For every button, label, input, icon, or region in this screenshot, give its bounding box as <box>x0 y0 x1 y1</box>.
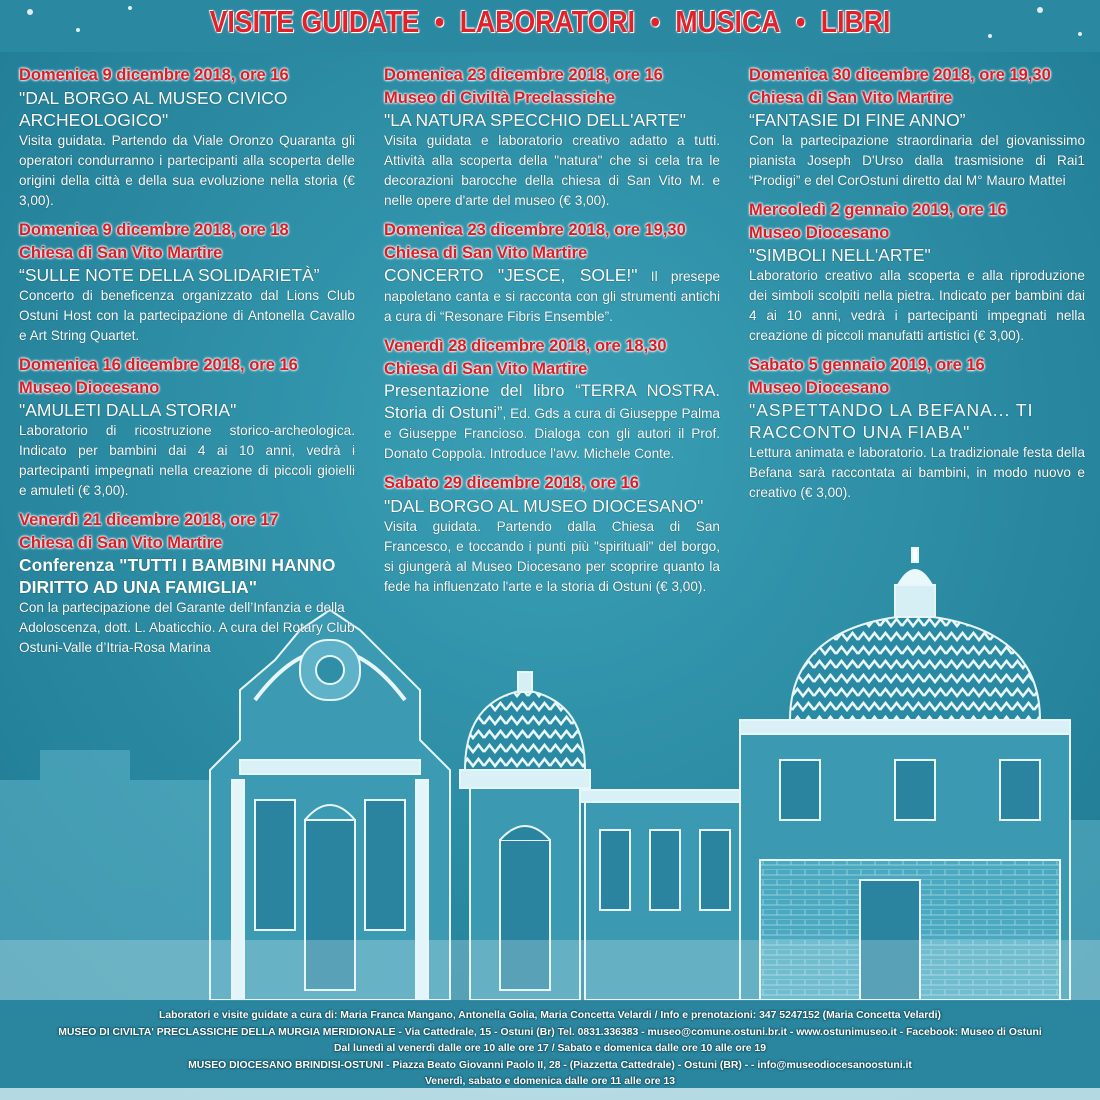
event-description: Laboratorio creativo alla scoperta e alla riproduzione dei simboli scolpiti nella pietra. Indicato per bambini dai 4 ai 10 anni, vedrà i partecipanti impegnati nella creazione di piccoli manufatti artistici (€ 3,00). <box>749 268 1085 343</box>
event-venue: Chiesa di San Vito Martire <box>384 244 588 262</box>
event-title: “FANTASIE DI FINE ANNO” <box>749 110 966 130</box>
events-column-1 <box>19 64 355 666</box>
event-item <box>384 219 720 327</box>
banner-categories <box>77 4 1023 40</box>
event-title <box>19 554 355 598</box>
event-date: Sabato 29 dicembre 2018, ore 16 <box>384 474 639 492</box>
event-item <box>384 335 720 464</box>
event-date: Domenica 30 dicembre 2018, ore 19,30 <box>749 66 1051 84</box>
event-date: Domenica 9 dicembre 2018, ore 16 <box>19 66 289 84</box>
event-item <box>19 354 355 501</box>
footer-hours-diocesano: Venerdì, sabato e domenica dalle ore 11 alle ore 13 <box>424 1076 676 1087</box>
event-venue: Chiesa di San Vito Martire <box>19 534 223 552</box>
event-title-inline: CONCERTO "JESCE, SOLE!" <box>384 265 638 285</box>
event-date: Domenica 9 dicembre 2018, ore 18 <box>19 221 289 239</box>
event-description: Lettura animata e laboratorio. La tradizionale festa della Befana sarà raccontata ai bambini, in modo nuovo e creativo (€ 3,00). <box>749 445 1085 500</box>
event-description: Visita guidata e laboratorio creativo adatto a tutti. Attività alla scoperta della "natura" che si cela tra le decorazioni barocche della chiesa di San Vito M. e nelle opere d'arte del museo (€ 3,00). <box>384 133 720 208</box>
banner-item-visite: VISITE GUIDATE <box>209 4 420 39</box>
footer-museum-diocesano: MUSEO DIOCESANO BRINDISI-OSTUNI - Piazza Beato Giovanni Paolo II, 28 - (Piazzetta Cattedrale) - Ostuni (BR) - - info@museodiocesanoostuni.it <box>188 1059 912 1071</box>
event-venue: Museo Diocesano <box>749 224 890 242</box>
banner-separator: • <box>434 4 445 39</box>
event-title-bold: Conferenza "TUTTI I BAMBINI HANNO DIRITTO AD UNA FAMIGLIA" <box>19 555 336 597</box>
event-item <box>749 199 1085 346</box>
event-description: Con la partecipazione straordinaria del giovanissimo pianista Joseph D'Urso dalla trasmisione di Rai1 “Prodigi” e del CorOstuni diretto dal M° Mauro Mattei <box>749 133 1085 188</box>
event-item <box>384 472 720 597</box>
event-description: Concerto di beneficenza organizzato dal Lions Club Ostuni Host con la partecipazione di Antonella Cavallo e Art String Quartet. <box>19 288 355 343</box>
banner-separator: • <box>795 4 806 39</box>
event-date: Venerdì 21 dicembre 2018, ore 17 <box>19 511 279 529</box>
event-venue: Museo Diocesano <box>749 379 890 397</box>
footer-info <box>0 1008 1100 1091</box>
event-date: Mercoledì 2 gennaio 2019, ore 16 <box>749 201 1007 219</box>
event-title: “SULLE NOTE DELLA SOLIDARIETÀ” <box>19 265 320 285</box>
header-banner <box>0 0 1100 50</box>
event-item <box>19 64 355 211</box>
event-description-text: , Ed. Gds a cura di Giuseppe Palma e Giuseppe Francioso. Dialoga con gli autori il Prof. Donato Coppola. Introduce l'avv. Michele Conte. <box>384 406 720 461</box>
event-description-text: Il presepe napoletano canta e si racconta con gli strumenti antichi a cura di “Resonare Fibris Ensemble”. <box>384 269 721 324</box>
event-title: "DAL BORGO AL MUSEO CIVICO ARCHEOLOGICO" <box>19 88 288 130</box>
event-item <box>749 354 1085 503</box>
event-title: "AMULETI DALLA STORIA" <box>19 400 237 420</box>
event-venue: Museo di Civiltà Preclassiche <box>384 89 616 107</box>
event-title: "ASPETTANDO LA BEFANA... TI RACCONTO UNA FIABA" <box>749 400 1034 442</box>
event-item <box>19 509 355 658</box>
event-date: Domenica 23 dicembre 2018, ore 16 <box>384 66 663 84</box>
event-title-bold: Presentazione del libro “TERRA NOSTRA. Storia di Ostuni” <box>384 382 720 422</box>
footer-museum-civilta: MUSEO DI CIVILTA' PRECLASSICHE DELLA MURGIA MERIDIONALE - Via Cattedrale, 15 - Ostuni (Br) Tel. 0831.336383 - museo@comune.ostuni.br.it - www.ostunimuseo.it - Facebook: Museo di Ostuni <box>58 1026 1042 1038</box>
banner-item-libri: LIBRI <box>820 4 891 39</box>
event-venue: Chiesa di San Vito Martire <box>384 360 588 378</box>
event-description: Visita guidata. Partendo dalla Chiesa di San Francesco, e toccando i punti più "spirituali" del borgo, si giungerà al Museo Diocesano per scoprire quanto la fede ha influenzato l'arte e la storia di Ostuni (€ 3,00). <box>384 519 720 594</box>
footer-credits: Laboratori e visite guidate a cura di: Maria Franca Mangano, Antonella Golia, Maria Concetta Velardi / Info e prenotazioni: 347 5247152 (Maria Concetta Velardi) <box>158 1010 941 1021</box>
event-date: Domenica 23 dicembre 2018, ore 19,30 <box>384 221 686 239</box>
event-item <box>384 64 720 211</box>
event-date: Domenica 16 dicembre 2018, ore 16 <box>19 356 298 374</box>
banner-separator: • <box>650 4 660 39</box>
event-item <box>749 64 1085 191</box>
event-description: Con la partecipazione del Garante dell’Infanzia e della Adoloscenza, dott. L. Abaticchio. A cura del Rotary Club Ostuni-Valle d’Itria-Rosa Marina <box>19 600 355 655</box>
event-date: Sabato 5 gennaio 2019, ore 16 <box>749 356 985 374</box>
event-title: "LA NATURA SPECCHIO DELL'ARTE" <box>384 110 687 130</box>
events-column-2 <box>384 64 720 605</box>
event-date: Venerdì 28 dicembre 2018, ore 18,30 <box>384 337 667 355</box>
event-description: Laboratorio di ricostruzione storico-archeologica. Indicato per bambini dai 4 ai 10 anni, vedrà i partecipanti impegnati nella creazione di piccoli gioielli e amuleti (€ 3,00). <box>19 423 355 498</box>
event-venue: Chiesa di San Vito Martire <box>749 89 953 107</box>
footer-hours-civilta: Dal lunedì al venerdì dalle ore 10 alle ore 17 / Sabato e domenica dalle ore 10 alle ore 19 <box>334 1043 766 1054</box>
event-title: "SIMBOLI NELL'ARTE" <box>749 245 931 265</box>
event-description <box>384 264 720 327</box>
banner-item-musica: MUSICA <box>675 4 781 39</box>
banner-item-laboratori: LABORATORI <box>459 4 636 39</box>
event-item <box>19 219 355 346</box>
event-description: Visita guidata. Partendo da Viale Oronzo Quaranta gli operatori condurranno i partecipanti alla scoperta delle origini della città e della sua evoluzione nella storia (€ 3,00). <box>19 133 355 208</box>
event-venue: Museo Diocesano <box>19 379 160 397</box>
event-description <box>384 380 720 464</box>
event-venue: Chiesa di San Vito Martire <box>19 244 223 262</box>
event-title: "DAL BORGO AL MUSEO DIOCESANO" <box>384 496 704 516</box>
events-column-3 <box>749 64 1085 511</box>
